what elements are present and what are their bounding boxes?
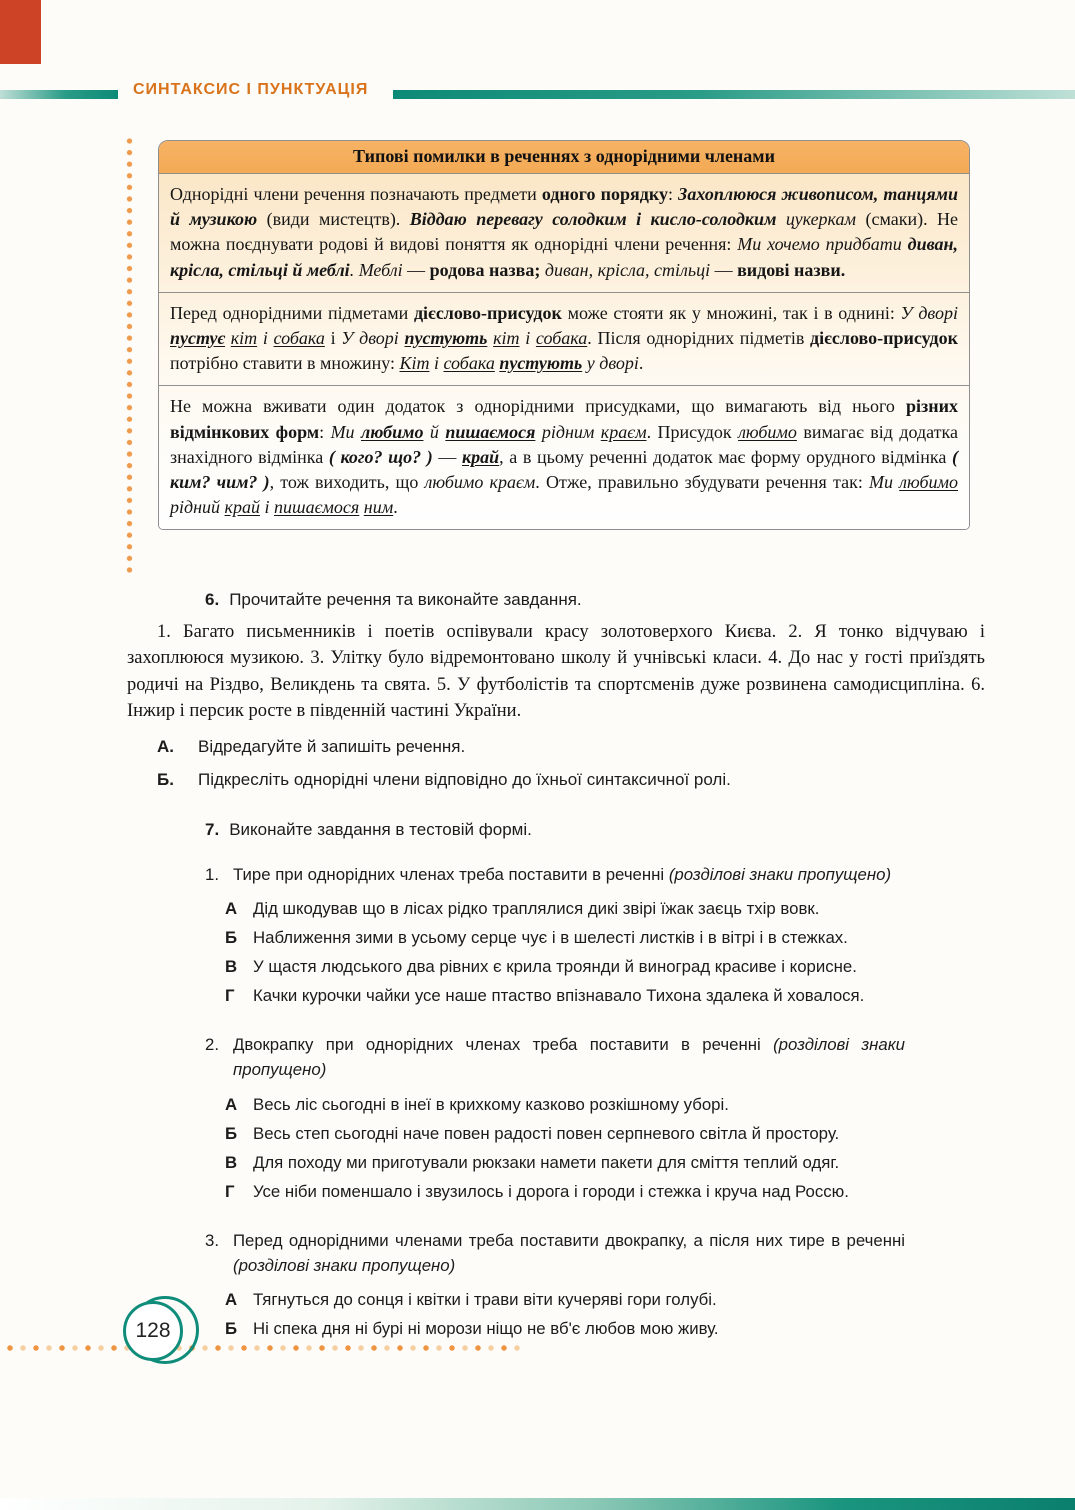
subtask-b-letter: Б. xyxy=(157,770,174,790)
option-text: Для походу ми приготували рюкзаки намети пакети для сміття теплий одяг. xyxy=(253,1152,840,1172)
test-question-1 xyxy=(127,862,985,1010)
option-letter: Г xyxy=(225,1181,235,1201)
question-3-number: 3. xyxy=(205,1230,219,1250)
rules-box xyxy=(158,140,970,530)
exercise-6-sentences: 1. Багато письменників і поетів оспівували красу золотоверхого Києва. 2. Я тонко відчуваю і захоплююся музикою. 3. Улітку було відремонтовано школу й учнівські класи. 4. До нас у гості приїздять родичі на Різдво, Великдень та свята. 5. У футболістів та спортсменів дуже розвинена самодисципліна. 6. Інжир і персик росте в південній частині України. xyxy=(127,622,985,721)
option-text: Ні спека дня ні бурі ні морози ніщо не вб'є любов мою живу. xyxy=(253,1319,719,1338)
chapter-title: СИНТАКСИС І ПУНКТУАЦІЯ xyxy=(133,81,369,98)
question-2-prompt: Двокрапку при однорідних членах треба поставити в реченні (розділові знаки пропущено) xyxy=(233,1035,905,1080)
exercise-6-instruction: Прочитайте речення та виконайте завдання. xyxy=(229,590,582,609)
header-bar-right xyxy=(393,90,1075,99)
test-question-2 xyxy=(127,1032,985,1205)
test-option xyxy=(127,1285,985,1314)
question-3-prompt: Перед однорідними членами треба поставити двокрапку, а після них тире в реченні (розділові знаки пропущено) xyxy=(233,1230,905,1275)
question-1-options xyxy=(127,894,985,1010)
option-text: Весь ліс сьогодні в інеї в крихкому казково розкішному уборі. xyxy=(253,1094,729,1114)
question-2-options xyxy=(127,1090,985,1206)
rules-box-title: Типові помилки в реченнях з однорідними членами xyxy=(159,141,969,174)
exercise-6-heading xyxy=(205,590,985,610)
option-letter: Б xyxy=(225,928,238,948)
option-text: Качки курочки чайки усе наше птаство впізнавало Тихона здалека й ховалося. xyxy=(253,986,865,1006)
subtask-b-text: Підкресліть однорідні члени відповідно до їхньої синтаксичної ролі. xyxy=(198,770,731,790)
test-option xyxy=(127,981,985,1010)
test-option xyxy=(127,1148,985,1177)
test-question-3 xyxy=(127,1228,985,1343)
exercise-7-instruction: Виконайте завдання в тестовій формі. xyxy=(229,820,532,840)
exercise-7-number: 7. xyxy=(205,820,220,840)
exercises-area xyxy=(127,590,985,1343)
question-2-head xyxy=(127,1032,985,1082)
option-letter: Г xyxy=(225,986,235,1006)
option-text: У щастя людського два рівних є крила троянди й виноград красиве і корисне. xyxy=(253,957,857,977)
option-letter: Б xyxy=(225,1319,238,1338)
question-1-head xyxy=(127,862,985,887)
test-option xyxy=(127,1090,985,1119)
question-1-number: 1. xyxy=(205,865,219,885)
subtask-a xyxy=(127,737,985,757)
test-option xyxy=(127,952,985,981)
option-letter: Б xyxy=(225,1123,238,1143)
rules-section-3: Не можна вживати один додаток з однорідними присудками, що вимагають від нього різних відмінкових форм: Ми любимо й пишаємося рідним краєм. Присудок любимо вимагає від додатка знахідного відмінка ( кого? що? ) — край, а в цьому реченні додаток має форму орудного відмінка ( ким? чим? ), тож виходить, що любимо краєм. Отже, правильно збудувати речення так: Ми любимо рідний край і пишаємося ним. xyxy=(159,385,969,529)
page-number: 128 xyxy=(135,1319,171,1342)
question-3-options xyxy=(127,1285,985,1343)
question-2-number: 2. xyxy=(205,1035,219,1055)
test-option xyxy=(127,894,985,923)
test-option xyxy=(127,1119,985,1148)
corner-accent-red xyxy=(0,0,41,64)
bottom-teal-bar xyxy=(0,1498,1075,1510)
question-1-prompt: Тире при однорідних членах треба поставити в реченні (розділові знаки пропущено) xyxy=(233,865,892,885)
option-text: Дід шкодував що в лісах рідко траплялися дикі звірі їжак заєць тхір вовк. xyxy=(253,899,820,919)
exercise-7-heading xyxy=(205,820,985,840)
exercise-6-number: 6. xyxy=(205,590,220,609)
option-text: Усе ніби поменшало і звузилось і дорога і городи і стежка і круча над Россю. xyxy=(253,1181,849,1201)
option-letter: А xyxy=(225,899,238,919)
test-option xyxy=(127,923,985,952)
subtask-a-text: Відредагуйте й запишіть речення. xyxy=(198,737,466,757)
rules-section-1: Однорідні члени речення позначають предмети одного порядку: Захоплююся живописом, танцями й музикою (види мистецтв). Віддаю перевагу солодким і кисло-солодким цукеркам (смаки). Не можна поєднувати родові й видові поняття як однорідні члени речення: Ми хочемо придбати диван, крісла, стільці й меблі. Меблі — родова назва; диван, крісла, стільці — видові назви. xyxy=(159,174,969,292)
option-text: Весь степ сьогодні наче повен радості повен серпневого світла й простору. xyxy=(253,1123,840,1143)
header-bar-left xyxy=(0,90,118,99)
subtask-a-letter: А. xyxy=(157,737,174,757)
dotted-accent-column xyxy=(126,137,133,577)
option-letter: В xyxy=(225,1152,238,1172)
option-text: Тягнуться до сонця і квітки і трави віти кучеряві гори голубі. xyxy=(253,1290,717,1309)
option-letter: В xyxy=(225,957,238,977)
option-letter: А xyxy=(225,1094,238,1114)
test-option xyxy=(127,1314,985,1343)
option-letter: А xyxy=(225,1290,238,1309)
question-3-head xyxy=(127,1228,985,1278)
subtask-b xyxy=(127,770,985,790)
footer-dotted-line xyxy=(6,1344,526,1352)
page-number-badge xyxy=(123,1301,183,1361)
option-text: Наближення зими в усьому серце чує і в шелесті листків і в вітрі і в стежках. xyxy=(253,928,848,948)
rules-section-2: Перед однорідними підметами дієслово-присудок може стояти як у множині, так і в однині: У дворі пустує кіт і собака і У дворі пустують кіт і собака. Після однорідних підметів дієслово-присудок потрібно ставити в множину: Кіт і собака пустують у дворі. xyxy=(159,292,969,386)
test-option xyxy=(127,1177,985,1206)
